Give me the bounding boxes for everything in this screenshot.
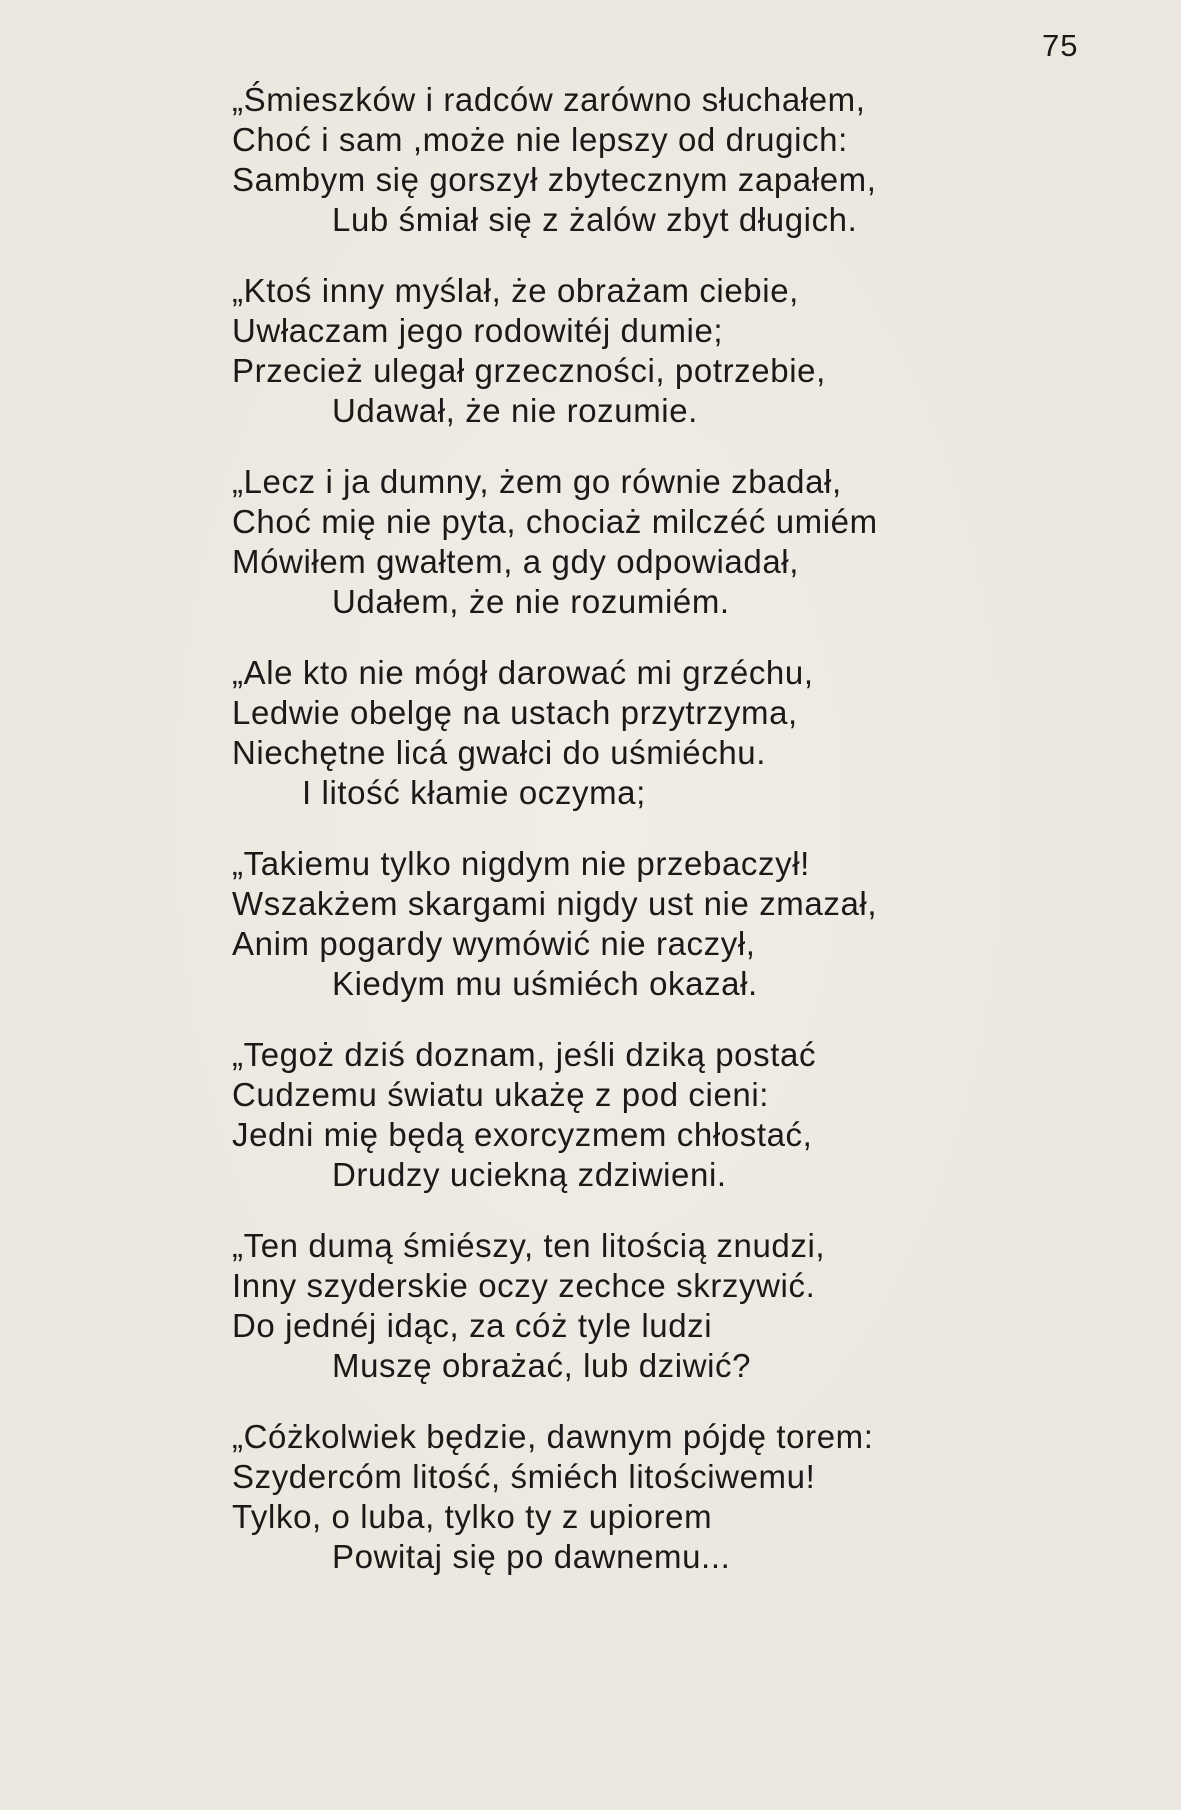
verse-line: „Śmieszków i radców zarówno słuchałem, — [232, 81, 866, 118]
verse-line: „Ktoś inny myślał, że obrażam ciebie, — [232, 272, 799, 309]
verse-line: Niechętne licá gwałci do uśmiéchu. — [232, 734, 766, 771]
verse-line: Uwłaczam jego rodowitéj dumie; — [232, 312, 724, 349]
verse-line: I litość kłamie oczyma; — [302, 774, 646, 811]
verse-line: Do jednéj idąc, za cóż tyle ludzi — [232, 1307, 713, 1344]
verse-line: „Ale kto nie mógł darować mi grzéchu, — [232, 654, 814, 691]
verse-line: Wszakżem skargami nigdy ust nie zmazał, — [232, 885, 878, 922]
verse-line: Choć mię nie pyta, chociaż milczéć umiém — [232, 503, 878, 540]
page-number: 75 — [1042, 28, 1079, 63]
verse-line: Anim pogardy wymówić nie raczył, — [232, 925, 756, 962]
verse-line: Przecież ulegał grzeczności, potrzebie, — [232, 352, 826, 389]
verse-line: Sambym się gorszył zbytecznym zapałem, — [232, 161, 877, 198]
verse-line: Mówiłem gwałtem, a gdy odpowiadał, — [232, 543, 799, 580]
verse-line: Powitaj się po dawnemu... — [332, 1538, 731, 1575]
verse-line: „Ten dumą śmiészy, ten litością znudzi, — [232, 1227, 826, 1264]
verse-line: Drudzy uciekną zdziwieni. — [332, 1156, 727, 1193]
verse-line: Lub śmiał się z żalów zbyt długich. — [332, 201, 858, 238]
verse-line: Szydercóm litość, śmiéch litościwemu! — [232, 1458, 816, 1495]
verse-line: Jedni mię będą exorcyzmem chłostać, — [232, 1116, 813, 1153]
poem — [232, 80, 1052, 1608]
stanza — [232, 1035, 1052, 1195]
verse-line: Choć i sam ,może nie lepszy od drugich: — [232, 121, 848, 158]
verse-line: Kiedym mu uśmiéch okazał. — [332, 965, 758, 1002]
stanza — [232, 271, 1052, 431]
verse-line: „Lecz i ja dumny, żem go równie zbadał, — [232, 463, 842, 500]
verse-line: Udałem, że nie rozumiém. — [332, 583, 730, 620]
stanza — [232, 1226, 1052, 1386]
stanza — [232, 844, 1052, 1004]
verse-line: Cudzemu światu ukażę z pod cieni: — [232, 1076, 770, 1113]
stanza — [232, 1417, 1052, 1577]
verse-line: „Cóżkolwiek będzie, dawnym pójdę torem: — [232, 1418, 874, 1455]
verse-line: Inny szyderskie oczy zechce skrzywić. — [232, 1267, 816, 1304]
stanza — [232, 80, 1052, 240]
verse-line: Muszę obrażać, lub dziwić? — [332, 1347, 752, 1384]
verse-line: Tylko, o luba, tylko ty z upiorem — [232, 1498, 713, 1535]
stanza — [232, 462, 1052, 622]
verse-line: Udawał, że nie rozumie. — [332, 392, 698, 429]
stanza — [232, 653, 1052, 813]
verse-line: „Takiemu tylko nigdym nie przebaczył! — [232, 845, 810, 882]
verse-line: Ledwie obelgę na ustach przytrzyma, — [232, 694, 798, 731]
verse-line: „Tegoż dziś doznam, jeśli dziką postać — [232, 1036, 817, 1073]
